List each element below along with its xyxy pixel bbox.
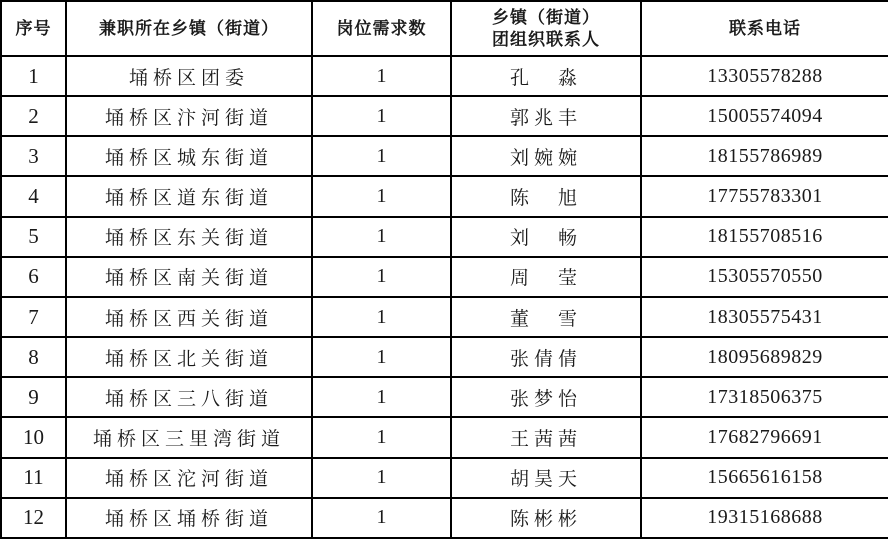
cell-town-street: 埇桥区团委 — [66, 56, 312, 96]
cell-serial-number: 8 — [1, 337, 66, 377]
cell-position-demand: 1 — [312, 417, 451, 457]
table-row — [1, 176, 888, 216]
cell-serial-number: 3 — [1, 136, 66, 176]
cell-phone-number: 18155708516 — [641, 217, 888, 257]
cell-contact-person: 王茜茜 — [451, 417, 641, 457]
header-league-contact — [451, 1, 641, 56]
cell-serial-number: 1 — [1, 56, 66, 96]
cell-contact-person: 孔 淼 — [451, 56, 641, 96]
cell-town-street: 埇桥区西关街道 — [66, 297, 312, 337]
cell-serial-number: 10 — [1, 417, 66, 457]
cell-town-street: 埇桥区城东街道 — [66, 136, 312, 176]
cell-serial-number: 2 — [1, 96, 66, 136]
header-serial-number: 序号 — [1, 1, 66, 56]
cell-town-street: 埇桥区汴河街道 — [66, 96, 312, 136]
cell-position-demand: 1 — [312, 217, 451, 257]
cell-position-demand: 1 — [312, 176, 451, 216]
cell-position-demand: 1 — [312, 337, 451, 377]
cell-serial-number: 4 — [1, 176, 66, 216]
cell-contact-person: 张梦怡 — [451, 377, 641, 417]
cell-town-street: 埇桥区三八街道 — [66, 377, 312, 417]
cell-position-demand: 1 — [312, 136, 451, 176]
cell-phone-number: 17682796691 — [641, 417, 888, 457]
cell-phone-number: 18305575431 — [641, 297, 888, 337]
cell-town-street: 埇桥区三里湾街道 — [66, 417, 312, 457]
cell-contact-person: 陈彬彬 — [451, 498, 641, 538]
cell-contact-person: 郭兆丰 — [451, 96, 641, 136]
header-contact-phone: 联系电话 — [641, 1, 888, 56]
cell-contact-person: 董 雪 — [451, 297, 641, 337]
cell-serial-number: 6 — [1, 257, 66, 297]
header-league-contact-line1: 乡镇（街道） — [492, 8, 600, 28]
cell-serial-number: 9 — [1, 377, 66, 417]
cell-contact-person: 陈 旭 — [451, 176, 641, 216]
cell-serial-number: 5 — [1, 217, 66, 257]
cell-position-demand: 1 — [312, 56, 451, 96]
cell-contact-person: 刘婉婉 — [451, 136, 641, 176]
table-body — [1, 56, 888, 538]
table-row — [1, 257, 888, 297]
cell-phone-number: 19315168688 — [641, 498, 888, 538]
table-row — [1, 458, 888, 498]
header-town-street: 兼职所在乡镇（街道） — [66, 1, 312, 56]
cell-town-street: 埇桥区北关街道 — [66, 337, 312, 377]
table-row — [1, 377, 888, 417]
table-row — [1, 337, 888, 377]
table-row — [1, 297, 888, 337]
cell-contact-person: 胡昊天 — [451, 458, 641, 498]
cell-phone-number: 18155786989 — [641, 136, 888, 176]
cell-serial-number: 11 — [1, 458, 66, 498]
table-row — [1, 136, 888, 176]
cell-serial-number: 7 — [1, 297, 66, 337]
cell-position-demand: 1 — [312, 257, 451, 297]
header-position-demand: 岗位需求数 — [312, 1, 451, 56]
cell-serial-number: 12 — [1, 498, 66, 538]
cell-phone-number: 17318506375 — [641, 377, 888, 417]
table-row — [1, 498, 888, 538]
cell-position-demand: 1 — [312, 458, 451, 498]
table-row — [1, 96, 888, 136]
cell-position-demand: 1 — [312, 96, 451, 136]
cell-phone-number: 17755783301 — [641, 176, 888, 216]
cell-position-demand: 1 — [312, 297, 451, 337]
cell-phone-number: 15665616158 — [641, 458, 888, 498]
cell-phone-number: 18095689829 — [641, 337, 888, 377]
cell-town-street: 埇桥区埇桥街道 — [66, 498, 312, 538]
cell-town-street: 埇桥区东关街道 — [66, 217, 312, 257]
cell-contact-person: 张倩倩 — [451, 337, 641, 377]
table-header-row — [1, 1, 888, 56]
cell-phone-number: 13305578288 — [641, 56, 888, 96]
cell-position-demand: 1 — [312, 377, 451, 417]
table-row — [1, 56, 888, 96]
table-row — [1, 217, 888, 257]
cell-position-demand: 1 — [312, 498, 451, 538]
cell-contact-person: 刘 畅 — [451, 217, 641, 257]
cell-town-street: 埇桥区道东街道 — [66, 176, 312, 216]
cell-town-street: 埇桥区南关街道 — [66, 257, 312, 297]
header-league-contact-line2: 团组织联系人 — [492, 29, 600, 49]
cell-phone-number: 15305570550 — [641, 257, 888, 297]
cell-phone-number: 15005574094 — [641, 96, 888, 136]
table-row — [1, 417, 888, 457]
cell-contact-person: 周 莹 — [451, 257, 641, 297]
cell-town-street: 埇桥区沱河街道 — [66, 458, 312, 498]
